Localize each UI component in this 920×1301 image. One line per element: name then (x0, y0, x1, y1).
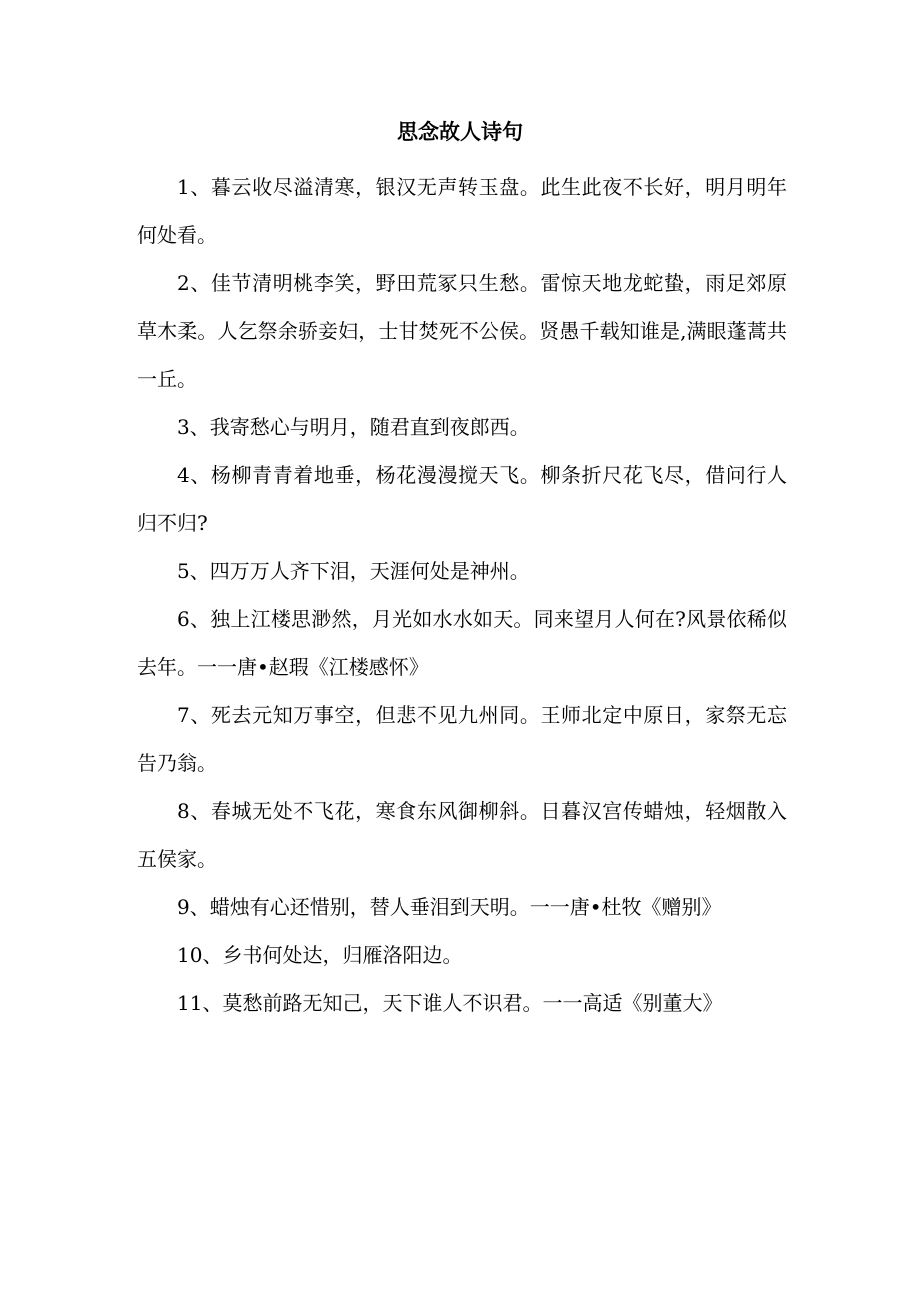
poem-line-11: 11、莫愁前路无知己，天下谁人不识君。一一高适《别董大》 (177, 991, 723, 1015)
poem-line-9: 9、蜡烛有心还惜别，替人垂泪到天明。一一唐•杜牧《赠别》 (177, 895, 722, 919)
poem-line-6: 6、独上江楼思渺然，月光如水水如天。同来望月人何在?风景依稀似去年。一一唐•赵瑕《江楼感怀》 (137, 607, 787, 679)
poem-line-5: 5、四万万人齐下泪，天涯何处是神州。 (177, 559, 530, 583)
poem-list (137, 163, 787, 1027)
poem-line-4: 4、杨柳青青着地垂，杨花漫漫搅天飞。柳条折尺花飞尽，借问行人归不归? (137, 463, 787, 535)
poem-line-10: 10、乡书何处达，归雁洛阳边。 (177, 943, 463, 967)
document-title: 思念故人诗句 (397, 120, 523, 144)
poem-line-8: 8、春城无处不飞花，寒食东风御柳斜。日暮汉宫传蜡烛，轻烟散入五侯家。 (137, 799, 787, 871)
poem-line-2: 2、佳节清明桃李笑，野田荒冢只生愁。雷惊天地龙蛇蛰，雨足郊原草木柔。人乞祭余骄妾妇，士甘焚死不公侯。贤愚千载知谁是,满眼蓬蒿共一丘。 (137, 271, 787, 391)
poem-line-7: 7、死去元知万事空，但悲不见九州同。王师北定中原日，家祭无忘告乃翁。 (137, 703, 787, 775)
poem-line-3: 3、我寄愁心与明月，随君直到夜郎西。 (177, 415, 530, 439)
poem-line-1: 1、暮云收尽溢清寒，银汉无声转玉盘。此生此夜不长好，明月明年何处看。 (137, 175, 787, 247)
